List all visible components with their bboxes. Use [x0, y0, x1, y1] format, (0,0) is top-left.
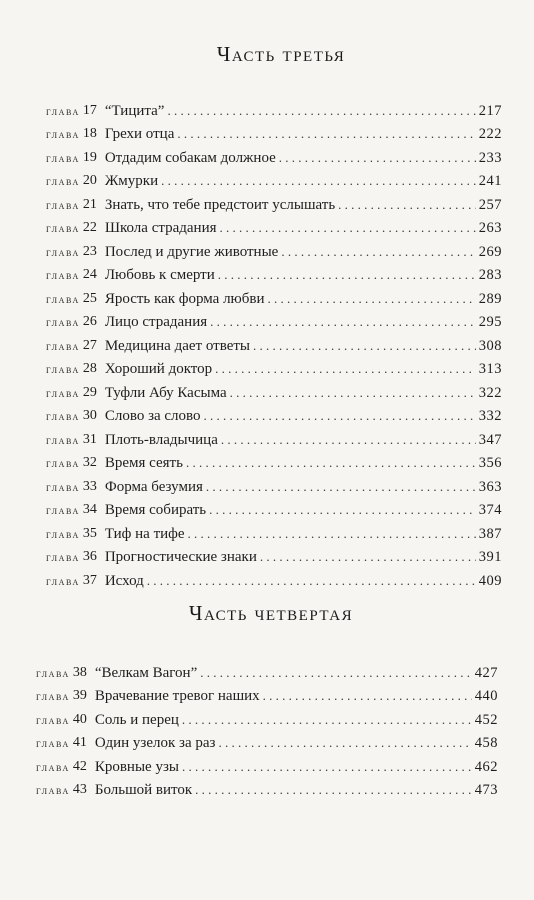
chapter-page-number: 356	[478, 455, 502, 471]
chapter-number: 29	[82, 384, 97, 400]
chapter-label: глава	[46, 479, 80, 494]
chapter-title: Слово за слово	[104, 408, 201, 424]
dot-leader	[220, 219, 476, 237]
chapter-page-number: 391	[478, 549, 502, 565]
chapter-page-number: 462	[474, 758, 498, 775]
chapter-number: 33	[82, 478, 97, 494]
chapter-title: Грехи отца	[104, 126, 175, 142]
chapter-label: глава	[46, 315, 80, 329]
dot-leader	[206, 478, 476, 496]
dot-leader	[279, 149, 476, 167]
chapter-label: глава	[46, 385, 80, 400]
dot-leader	[215, 360, 476, 378]
toc-entry[interactable]	[36, 729, 498, 753]
toc-entry[interactable]	[36, 658, 498, 682]
toc-entry[interactable]	[46, 237, 502, 261]
dot-leader	[167, 102, 475, 120]
toc-entry[interactable]	[46, 167, 502, 191]
chapter-page-number: 387	[478, 525, 502, 542]
chapter-title: Соль и перец	[94, 711, 179, 728]
toc-entry[interactable]	[46, 402, 502, 426]
dot-leader	[186, 454, 476, 472]
chapter-label: глава	[36, 736, 70, 750]
chapter-number: 22	[82, 220, 97, 235]
part-four-contents	[36, 658, 498, 799]
chapter-page-number: 263	[478, 220, 502, 236]
chapter-number: 41	[72, 735, 87, 750]
chapter-title: Время собирать	[104, 502, 207, 518]
chapter-page-number: 283	[478, 267, 502, 283]
dot-leader	[281, 243, 475, 261]
chapter-page-number: 313	[478, 361, 502, 377]
chapter-page-number: 222	[478, 126, 502, 142]
chapter-number: 43	[72, 782, 87, 797]
chapter-label: глава	[36, 712, 70, 727]
chapter-number: 34	[82, 502, 97, 517]
chapter-page-number: 452	[474, 711, 498, 728]
chapter-label: глава	[46, 362, 80, 376]
chapter-label: глава	[46, 338, 80, 353]
toc-entry[interactable]	[46, 96, 502, 120]
chapter-page-number: 363	[478, 478, 502, 495]
toc-entry[interactable]	[36, 682, 498, 706]
toc-entry[interactable]	[46, 190, 502, 214]
chapter-title: Кровные узы	[94, 758, 179, 775]
chapter-number: 38	[72, 664, 87, 680]
dot-leader	[182, 711, 472, 729]
chapter-number: 20	[82, 173, 97, 188]
chapter-page-number: 473	[474, 782, 498, 798]
chapter-number: 32	[82, 455, 97, 470]
chapter-page-number: 427	[474, 664, 498, 681]
toc-entry[interactable]	[36, 705, 498, 729]
chapter-label: глава	[46, 174, 80, 188]
chapter-page-number: 233	[478, 149, 502, 166]
chapter-label: глава	[46, 456, 80, 470]
chapter-number: 30	[82, 408, 97, 423]
part-four-title: Часть четвертая	[188, 601, 354, 625]
chapter-title: “Велкам Вагон”	[94, 664, 198, 681]
chapter-title: Исход	[104, 572, 144, 589]
chapter-label: глава	[46, 432, 80, 447]
chapter-number: 24	[82, 267, 97, 282]
chapter-number: 23	[82, 243, 97, 259]
toc-entry[interactable]	[36, 776, 498, 800]
chapter-number: 40	[72, 711, 87, 727]
chapter-page-number: 322	[478, 384, 502, 401]
chapter-number: 37	[82, 572, 97, 588]
chapter-number: 42	[72, 758, 87, 774]
chapter-number: 25	[82, 290, 97, 306]
part-three-title: Часть третья	[216, 42, 346, 66]
chapter-page-number: 295	[478, 314, 502, 330]
chapter-page-number: 257	[478, 196, 502, 213]
dot-leader	[161, 172, 476, 190]
chapter-page-number: 269	[478, 243, 502, 260]
chapter-title: Врачевание тревог наших	[94, 688, 260, 704]
dot-leader	[210, 313, 476, 331]
chapter-title: Прогностические знаки	[104, 549, 257, 565]
chapter-page-number: 332	[478, 408, 502, 424]
dot-leader	[218, 734, 471, 752]
chapter-title: Школа страдания	[104, 220, 217, 236]
dot-leader	[268, 290, 476, 308]
dot-leader	[221, 431, 476, 449]
chapter-title: Время сеять	[104, 455, 183, 471]
chapter-title: Плоть-владычица	[104, 431, 218, 448]
chapter-number: 17	[82, 102, 97, 118]
chapter-label: глава	[46, 409, 80, 423]
chapter-number: 39	[72, 688, 87, 703]
chapter-label: глава	[46, 127, 80, 141]
toc-entry[interactable]	[46, 425, 502, 449]
chapter-title: Лицо страдания	[104, 314, 208, 330]
toc-entry[interactable]	[46, 120, 502, 144]
toc-entry[interactable]	[46, 472, 502, 496]
chapter-label: глава	[36, 759, 70, 774]
toc-entry[interactable]	[46, 496, 502, 520]
toc-entry[interactable]	[46, 449, 502, 473]
chapter-page-number: 440	[474, 688, 498, 704]
chapter-title: Тиф на тифе	[104, 525, 185, 542]
chapter-label: глава	[36, 665, 70, 680]
dot-leader	[195, 781, 472, 799]
chapter-title: “Тицита”	[104, 102, 165, 119]
dot-leader	[338, 196, 476, 214]
dot-leader	[177, 125, 475, 143]
dot-leader	[147, 572, 476, 590]
dot-leader	[263, 687, 472, 705]
chapter-number: 27	[82, 337, 97, 353]
dot-leader	[218, 266, 476, 284]
toc-entry[interactable]	[46, 308, 502, 332]
dot-leader	[230, 384, 476, 402]
chapter-title: Форма безумия	[104, 478, 203, 495]
chapter-label: глава	[36, 783, 70, 797]
chapter-page-number: 458	[474, 735, 498, 751]
toc-entry[interactable]	[46, 378, 502, 402]
chapter-label: глава	[46, 291, 80, 306]
chapter-title: Послед и другие животные	[104, 243, 279, 260]
dot-leader	[182, 758, 472, 776]
chapter-title: Хороший доктор	[104, 361, 213, 377]
chapter-number: 26	[82, 314, 97, 329]
chapter-label: глава	[46, 268, 80, 282]
chapter-title: Большой виток	[94, 782, 193, 798]
chapter-label: глава	[46, 526, 80, 541]
chapter-page-number: 241	[478, 173, 502, 189]
chapter-title: Отдадим собакам должное	[104, 149, 276, 166]
chapter-number: 35	[82, 525, 97, 541]
toc-entry[interactable]	[46, 566, 502, 590]
chapter-label: глава	[46, 221, 80, 235]
chapter-number: 19	[82, 149, 97, 165]
chapter-label: глава	[46, 150, 80, 165]
chapter-title: Один узелок за раз	[94, 735, 216, 751]
chapter-label: глава	[46, 103, 80, 118]
toc-entry[interactable]	[46, 519, 502, 543]
chapter-title: Любовь к смерти	[104, 267, 215, 283]
chapter-number: 21	[82, 196, 97, 212]
dot-leader	[200, 664, 472, 682]
chapter-title: Туфли Абу Касыма	[104, 384, 227, 401]
toc-entry[interactable]	[46, 543, 502, 567]
dot-leader	[260, 548, 476, 566]
chapter-page-number: 308	[478, 337, 502, 354]
part-three-contents	[46, 96, 502, 590]
chapter-title: Ярость как форма любви	[104, 290, 265, 307]
chapter-number: 31	[82, 431, 97, 447]
chapter-title: Медицина дает ответы	[104, 337, 250, 354]
chapter-page-number: 217	[478, 102, 502, 119]
chapter-title: Жмурки	[104, 173, 159, 189]
toc-entry[interactable]	[46, 355, 502, 379]
toc-entry[interactable]	[46, 143, 502, 167]
chapter-label: глава	[36, 689, 70, 703]
chapter-label: глава	[46, 573, 80, 588]
dot-leader	[209, 501, 476, 519]
toc-entry[interactable]	[46, 214, 502, 238]
toc-entry[interactable]	[46, 261, 502, 285]
chapter-number: 28	[82, 361, 97, 376]
dot-leader	[253, 337, 476, 355]
chapter-label: глава	[46, 503, 80, 517]
chapter-label: глава	[46, 197, 80, 212]
chapter-page-number: 289	[478, 290, 502, 307]
chapter-number: 18	[82, 126, 97, 141]
toc-entry[interactable]	[46, 284, 502, 308]
toc-entry[interactable]	[46, 331, 502, 355]
toc-entry[interactable]	[36, 752, 498, 776]
chapter-title: Знать, что тебе предстоит услышать	[104, 196, 336, 213]
chapter-label: глава	[46, 550, 80, 564]
dot-leader	[188, 525, 476, 543]
chapter-label: глава	[46, 244, 80, 259]
chapter-page-number: 347	[478, 431, 502, 448]
chapter-page-number: 374	[478, 502, 502, 518]
chapter-page-number: 409	[478, 572, 502, 589]
chapter-number: 36	[82, 549, 97, 564]
dot-leader	[204, 407, 476, 425]
